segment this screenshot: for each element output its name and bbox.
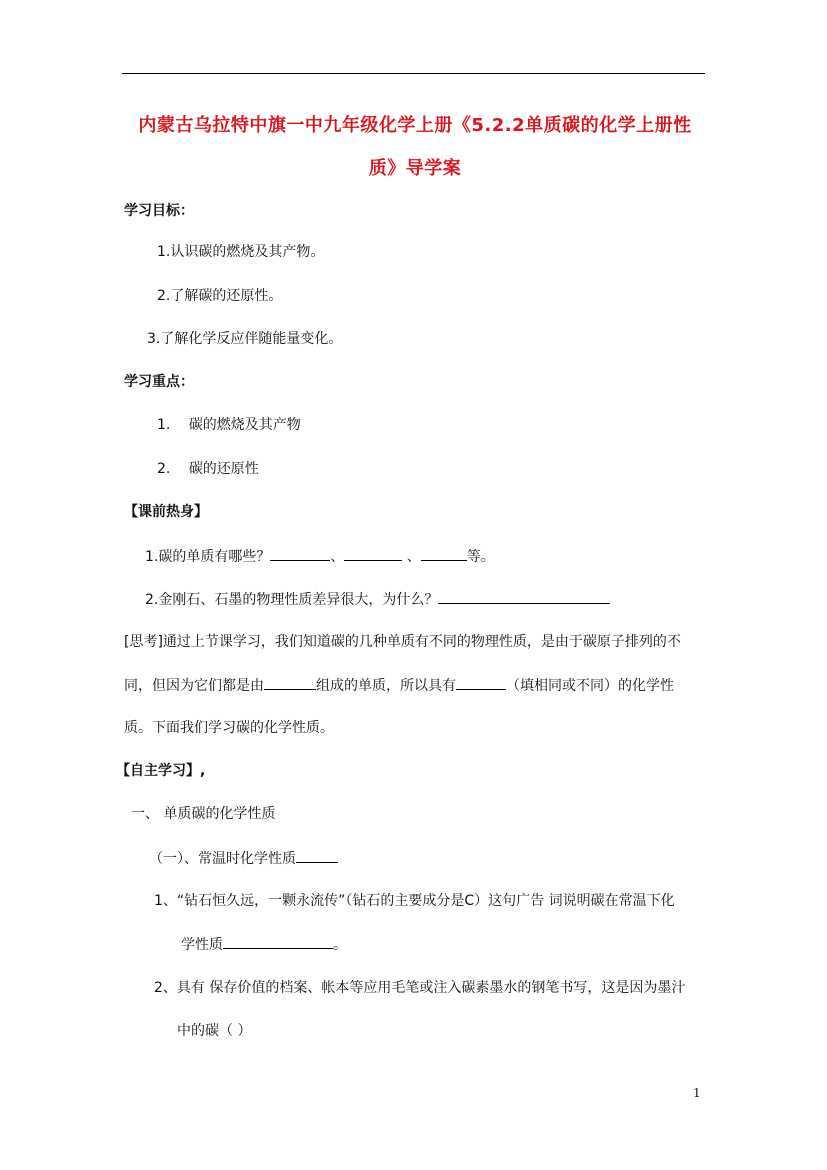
key-point-number: 1. (157, 417, 171, 433)
subsection-text: （一）、常温时化学性质 (149, 851, 296, 867)
key-point-number: 2. (157, 461, 171, 477)
objective-item-3: 3.了解化学反应伴随能量变化。 (147, 331, 343, 347)
objective-item-1: 1.认识碳的燃烧及其产物。 (157, 244, 325, 260)
think-text: （填相同或不同）的化学性 (506, 678, 674, 694)
separator: 、 (402, 549, 421, 565)
question-1-suffix: 等。 (466, 549, 495, 565)
answer-blank[interactable] (264, 675, 316, 690)
item-text: 学性质 (181, 937, 223, 953)
answer-blank[interactable] (456, 675, 506, 690)
key-point-text: 碳的燃烧及其产物 (188, 417, 301, 433)
answer-blank[interactable] (344, 546, 402, 561)
self-study-heading: 【自主学习】, (116, 763, 206, 779)
key-point-item-1 (157, 415, 301, 435)
item-1-line2 (181, 934, 347, 955)
key-point-text: 碳的还原性 (188, 461, 259, 477)
think-paragraph-line1: [思考]通过上节课学习，我们知道碳的几种单质有不同的物理性质，是由于碳原子排列的不 (124, 634, 681, 650)
think-paragraph-line3: 质。下面我们学习碳的化学性质。 (124, 720, 334, 736)
key-point-item-2 (157, 459, 259, 479)
item-2-line2: 中的碳（ ） (177, 1023, 252, 1039)
key-points-heading: 学习重点： (124, 374, 194, 390)
objective-item-2: 2.了解碳的还原性。 (157, 288, 283, 304)
answer-blank[interactable] (421, 546, 467, 561)
question-2-prefix: 2.金刚石、石墨的物理性质差异很大，为什么？ (145, 592, 439, 608)
answer-blank[interactable] (296, 848, 338, 863)
think-text: 组成的单质，所以具有 (316, 678, 456, 694)
answer-blank[interactable] (270, 546, 330, 561)
answer-blank[interactable] (223, 934, 333, 949)
warmup-question-2 (145, 589, 610, 610)
document-title-line1: 内蒙古乌拉特中旗一中九年级化学上册《5.2.2单质碳的化学上册性 (138, 115, 692, 136)
think-paragraph-line2 (124, 675, 674, 696)
question-1-prefix: 1.碳的单质有哪些？ (145, 549, 271, 565)
item-2-line1: 2、具有 保存价值的档案、帐本等应用毛笔或注入碳素墨水的钢笔书写，这是因为墨汁 (154, 980, 686, 996)
warmup-question-1 (145, 546, 495, 567)
warmup-heading: 【课前热身】 (124, 504, 208, 520)
section-heading-1: 一、 单质碳的化学性质 (131, 806, 276, 822)
objectives-heading: 学习目标： (124, 203, 194, 219)
page-number: 1 (693, 1086, 701, 1100)
separator: 、 (330, 549, 345, 565)
document-title-line2: 质》导学案 (368, 158, 462, 179)
header-rule (122, 73, 705, 74)
subsection-heading-1 (149, 848, 338, 869)
think-text: 同，但因为它们都是由 (124, 678, 264, 694)
item-text: 。 (333, 937, 347, 953)
item-1-line1: 1、“钻石恒久远，一颗永流传”（钻石的主要成分是C）这句广告 词说明碳在常温下化 (154, 893, 675, 909)
answer-blank[interactable] (438, 589, 610, 604)
